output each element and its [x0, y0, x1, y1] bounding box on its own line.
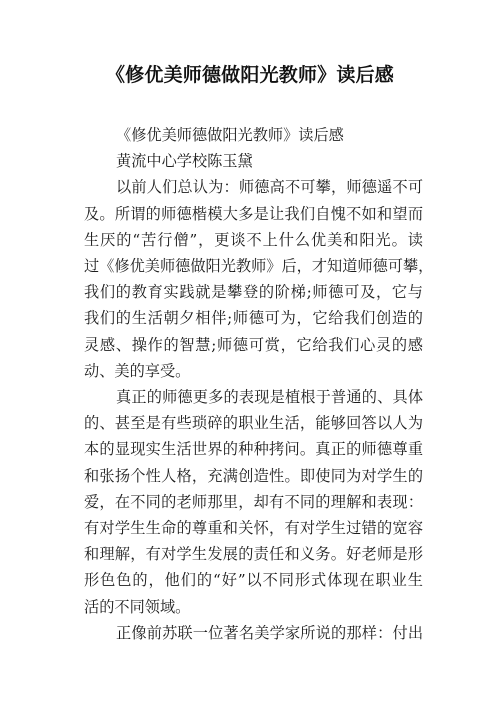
paragraph-line: 本的显现实生活世界的种种拷问。真正的师德尊重	[84, 440, 423, 459]
paragraph-line: 和张扬个性人格，充满创造性。即使同为对学生的	[84, 466, 423, 485]
paragraph-line: 和理解，有对学生发展的责任和义务。好老师是形	[84, 545, 423, 564]
paragraph-line: 有对学生生命的尊重和关怀，有对学生过错的宽容	[84, 519, 423, 538]
paragraph-line: 生厌的“苦行僧”，更谈不上什么优美和阳光。读	[84, 230, 423, 249]
document-title: 《修优美师德做阳光教师》读后感	[105, 64, 394, 86]
paragraph-line: 灵感、操作的智慧;师德可赏，它给我们心灵的感	[84, 335, 423, 354]
document-body	[84, 122, 434, 646]
paragraph-line: 动、美的享受。	[84, 361, 191, 380]
author-line: 黄流中心学校陈玉黛	[116, 152, 253, 171]
paragraph-line: 我们的生活朝夕相伴;师德可为，它给我们创造的	[84, 309, 423, 328]
paragraph-line: 我们的教育实践就是攀登的阶梯;师德可及，它与	[84, 283, 423, 302]
paragraph-line: 爱，在不同的老师那里，却有不同的理解和表现：	[84, 492, 423, 511]
paragraph-line: 以前人们总认为：师德高不可攀，师德遥不可	[116, 178, 423, 197]
paragraph-line: 活的不同领域。	[84, 597, 191, 616]
paragraph-line: 的、甚至是有些琐碎的职业生活，能够回答以人为	[84, 414, 423, 433]
paragraph-line: 过《修优美师德做阳光教师》后，才知道师德可攀，	[84, 257, 434, 276]
paragraph-line: 形色色的，他们的“好”以不同形式体现在职业生	[84, 571, 423, 590]
paragraph-line: 及。所谓的师德楷模大多是让我们自愧不如和望而	[84, 204, 423, 223]
subtitle-line: 《修优美师德做阳光教师》读后感	[116, 126, 344, 144]
paragraph-line: 真正的师德更多的表现是植根于普通的、具体	[116, 388, 423, 407]
paragraph-line: 正像前苏联一位著名美学家所说的那样：付出	[116, 623, 423, 642]
